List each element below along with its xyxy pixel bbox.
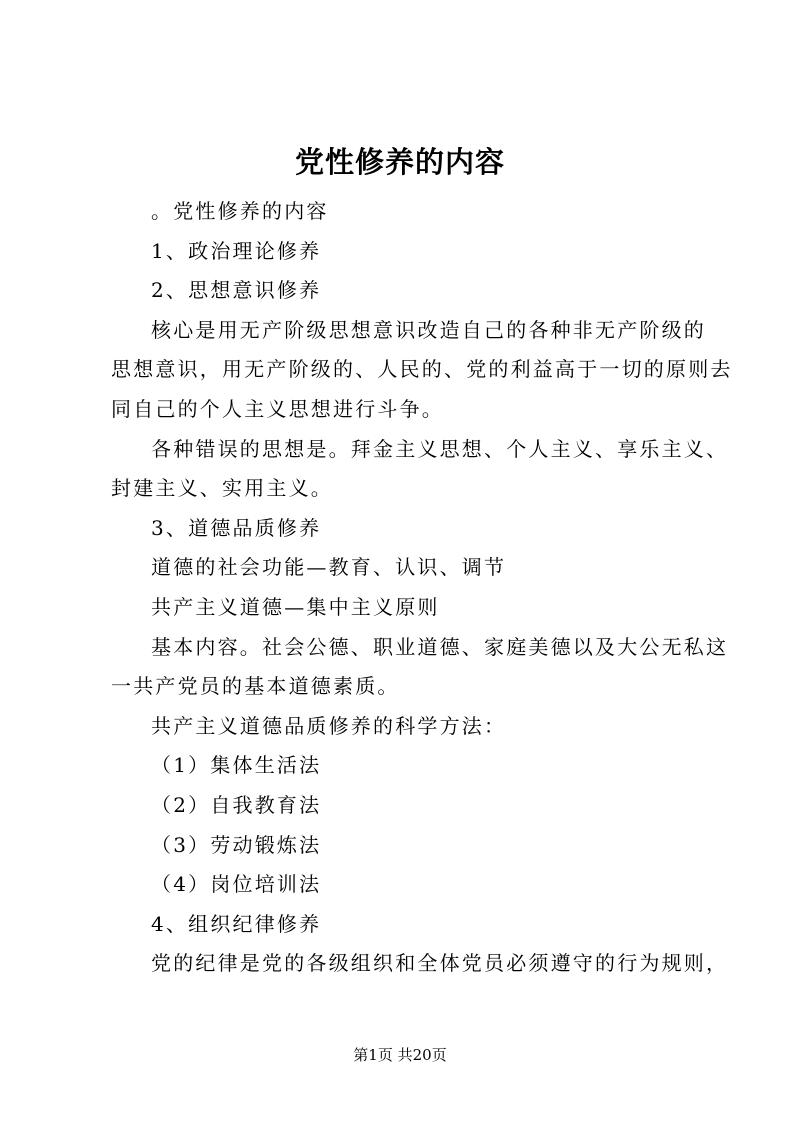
paragraph-line: 一共产党员的基本道德素质。	[111, 674, 400, 699]
paragraph-line: 封建主义、实用主义。	[111, 476, 333, 501]
paragraph	[111, 430, 729, 509]
paragraph-line: 共产主义道德品质修养的科学方法：	[151, 713, 507, 738]
paragraph	[111, 271, 711, 311]
paragraph-line: （1）集体生活法	[151, 753, 322, 778]
page-footer: 第1页 共20页	[353, 1046, 447, 1064]
paragraph-line: 3、道德品质修养	[151, 515, 322, 540]
paragraph-line: 道德的社会功能—教育、认识、调节	[151, 555, 507, 580]
paragraph	[111, 786, 711, 826]
paragraph-line: 2、思想意识修养	[151, 278, 322, 303]
paragraph	[111, 311, 733, 430]
paragraph	[111, 826, 711, 866]
paragraph-line: 同自己的个人主义思想进行斗争。	[111, 396, 444, 421]
paragraph-line: 党的纪律是党的各级组织和全体党员必须遵守的行为规则，	[151, 951, 729, 976]
paragraph-line: 。党性修养的内容	[151, 199, 329, 223]
paragraph	[111, 548, 711, 588]
paragraph	[111, 628, 729, 707]
paragraph-line: 共产主义道德—集中主义原则	[151, 594, 440, 619]
paragraph	[111, 944, 729, 984]
paragraph	[111, 232, 711, 272]
paragraph-line: 基本内容。社会公德、职业道德、家庭美德以及大公无私这	[151, 634, 729, 659]
paragraph	[111, 509, 711, 549]
paragraph	[111, 905, 711, 945]
paragraph	[111, 588, 711, 628]
paragraph	[111, 865, 711, 905]
paragraph	[111, 192, 711, 232]
paragraph-line: 1、政治理论修养	[151, 238, 322, 263]
paragraph-line: （3）劳动锻炼法	[151, 832, 322, 857]
paragraph-line: 核心是用无产阶级思想意识改造自己的各种非无产阶级的	[151, 317, 706, 342]
paragraph-line: 思想意识，用无产阶级的、人民的、党的利益高于一切的原则去	[111, 357, 733, 382]
paragraph-line: （2）自我教育法	[151, 792, 322, 817]
paragraph-line: 4、组织纪律修养	[151, 911, 322, 936]
document-title: 党性修养的内容	[294, 145, 505, 179]
paragraph-line: 各种错误的思想是。拜金主义思想、个人主义、享乐主义、	[151, 436, 729, 461]
paragraph-line: （4）岗位培训法	[151, 872, 322, 897]
document-body	[111, 192, 733, 984]
paragraph	[111, 707, 711, 747]
paragraph	[111, 746, 711, 786]
